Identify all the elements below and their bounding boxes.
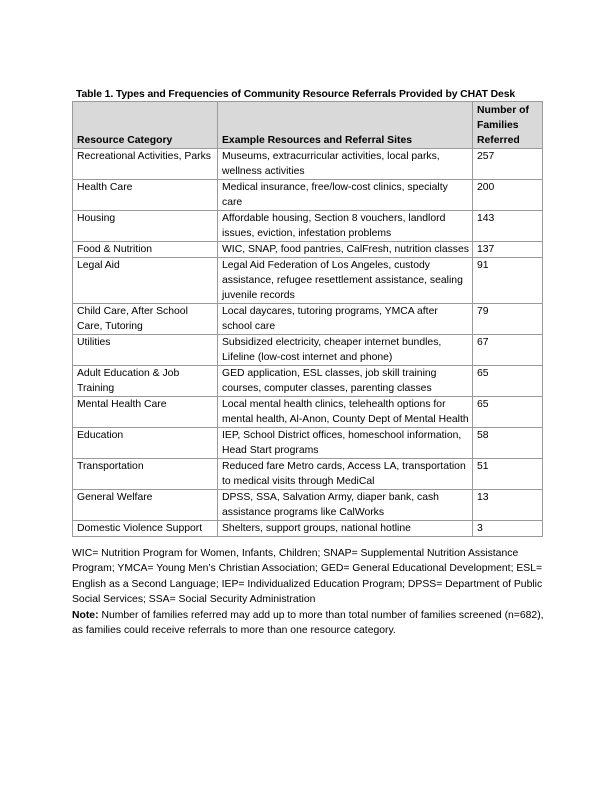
- table-row: [73, 459, 543, 490]
- cell-example-resources: Subsidized electricity, cheaper internet bundles, Lifeline (low-cost internet and phone): [218, 335, 473, 366]
- note-text: Number of families referred may add up to more than total number of families screened (n=682), as families could receive referrals to more than one resource category.: [72, 609, 544, 637]
- cell-resource-category: Transportation: [73, 459, 218, 490]
- table-footnote: [72, 546, 548, 638]
- cell-resource-category: Health Care: [73, 180, 218, 211]
- table-row: [73, 366, 543, 397]
- cell-resource-category: Legal Aid: [73, 258, 218, 304]
- cell-resource-category: General Welfare: [73, 490, 218, 521]
- table-row: [73, 490, 543, 521]
- table-row: [73, 304, 543, 335]
- header-example-resources: Example Resources and Referral Sites: [218, 102, 473, 149]
- cell-example-resources: IEP, School District offices, homeschool information, Head Start programs: [218, 428, 473, 459]
- table-row: [73, 242, 543, 258]
- cell-example-resources: Legal Aid Federation of Los Angeles, custody assistance, refugee resettlement assistance, sealing juvenile records: [218, 258, 473, 304]
- table-row: [73, 428, 543, 459]
- cell-example-resources: Medical insurance, free/low-cost clinics, specialty care: [218, 180, 473, 211]
- cell-families-referred: 79: [473, 304, 543, 335]
- cell-families-referred: 58: [473, 428, 543, 459]
- cell-example-resources: WIC, SNAP, food pantries, CalFresh, nutrition classes: [218, 242, 473, 258]
- cell-families-referred: 51: [473, 459, 543, 490]
- cell-families-referred: 143: [473, 211, 543, 242]
- cell-families-referred: 13: [473, 490, 543, 521]
- table-title: Table 1. Types and Frequencies of Community Resource Referrals Provided by CHAT Desk: [76, 89, 516, 100]
- cell-resource-category: Adult Education & Job Training: [73, 366, 218, 397]
- table-body: [73, 149, 543, 537]
- table-row: [73, 211, 543, 242]
- cell-example-resources: Affordable housing, Section 8 vouchers, landlord issues, eviction, infestation problems: [218, 211, 473, 242]
- cell-example-resources: Museums, extracurricular activities, local parks, wellness activities: [218, 149, 473, 180]
- note-label: Note:: [72, 609, 99, 621]
- cell-families-referred: 137: [473, 242, 543, 258]
- abbreviations-text: WIC= Nutrition Program for Women, Infants, Children; SNAP= Supplemental Nutrition Assistance Program; YMCA= Young Men’s Christian Association; GED= General Educational Development; ESL= English as a Second Language; IEP= Individualized Education Program; DPSS= Department of Public Social Services; SSA= Social Security Administration: [72, 548, 543, 606]
- cell-families-referred: 65: [473, 397, 543, 428]
- referral-table: [72, 101, 543, 537]
- cell-resource-category: Domestic Violence Support: [73, 521, 218, 537]
- cell-example-resources: DPSS, SSA, Salvation Army, diaper bank, cash assistance programs like CalWorks: [218, 490, 473, 521]
- table-header-row: [73, 102, 543, 149]
- cell-families-referred: 65: [473, 366, 543, 397]
- cell-resource-category: Housing: [73, 211, 218, 242]
- table-row: [73, 397, 543, 428]
- cell-example-resources: Reduced fare Metro cards, Access LA, transportation to medical visits through MediCal: [218, 459, 473, 490]
- cell-resource-category: Recreational Activities, Parks: [73, 149, 218, 180]
- note-paragraph: [72, 608, 548, 639]
- cell-example-resources: GED application, ESL classes, job skill training courses, computer classes, parenting classes: [218, 366, 473, 397]
- cell-example-resources: Shelters, support groups, national hotline: [218, 521, 473, 537]
- table-row: [73, 180, 543, 211]
- table-row: [73, 258, 543, 304]
- cell-resource-category: Child Care, After School Care, Tutoring: [73, 304, 218, 335]
- cell-resource-category: Utilities: [73, 335, 218, 366]
- cell-resource-category: Mental Health Care: [73, 397, 218, 428]
- cell-families-referred: 67: [473, 335, 543, 366]
- table-row: [73, 521, 543, 537]
- cell-example-resources: Local mental health clinics, telehealth options for mental health, Al-Anon, County Dept of Mental Health: [218, 397, 473, 428]
- cell-resource-category: Education: [73, 428, 218, 459]
- cell-resource-category: Food & Nutrition: [73, 242, 218, 258]
- table-row: [73, 335, 543, 366]
- cell-families-referred: 3: [473, 521, 543, 537]
- cell-families-referred: 91: [473, 258, 543, 304]
- table-row: [73, 149, 543, 180]
- cell-example-resources: Local daycares, tutoring programs, YMCA after school care: [218, 304, 473, 335]
- cell-families-referred: 257: [473, 149, 543, 180]
- header-resource-category: Resource Category: [73, 102, 218, 149]
- header-number-of-families: Number of Families Referred: [473, 102, 543, 149]
- cell-families-referred: 200: [473, 180, 543, 211]
